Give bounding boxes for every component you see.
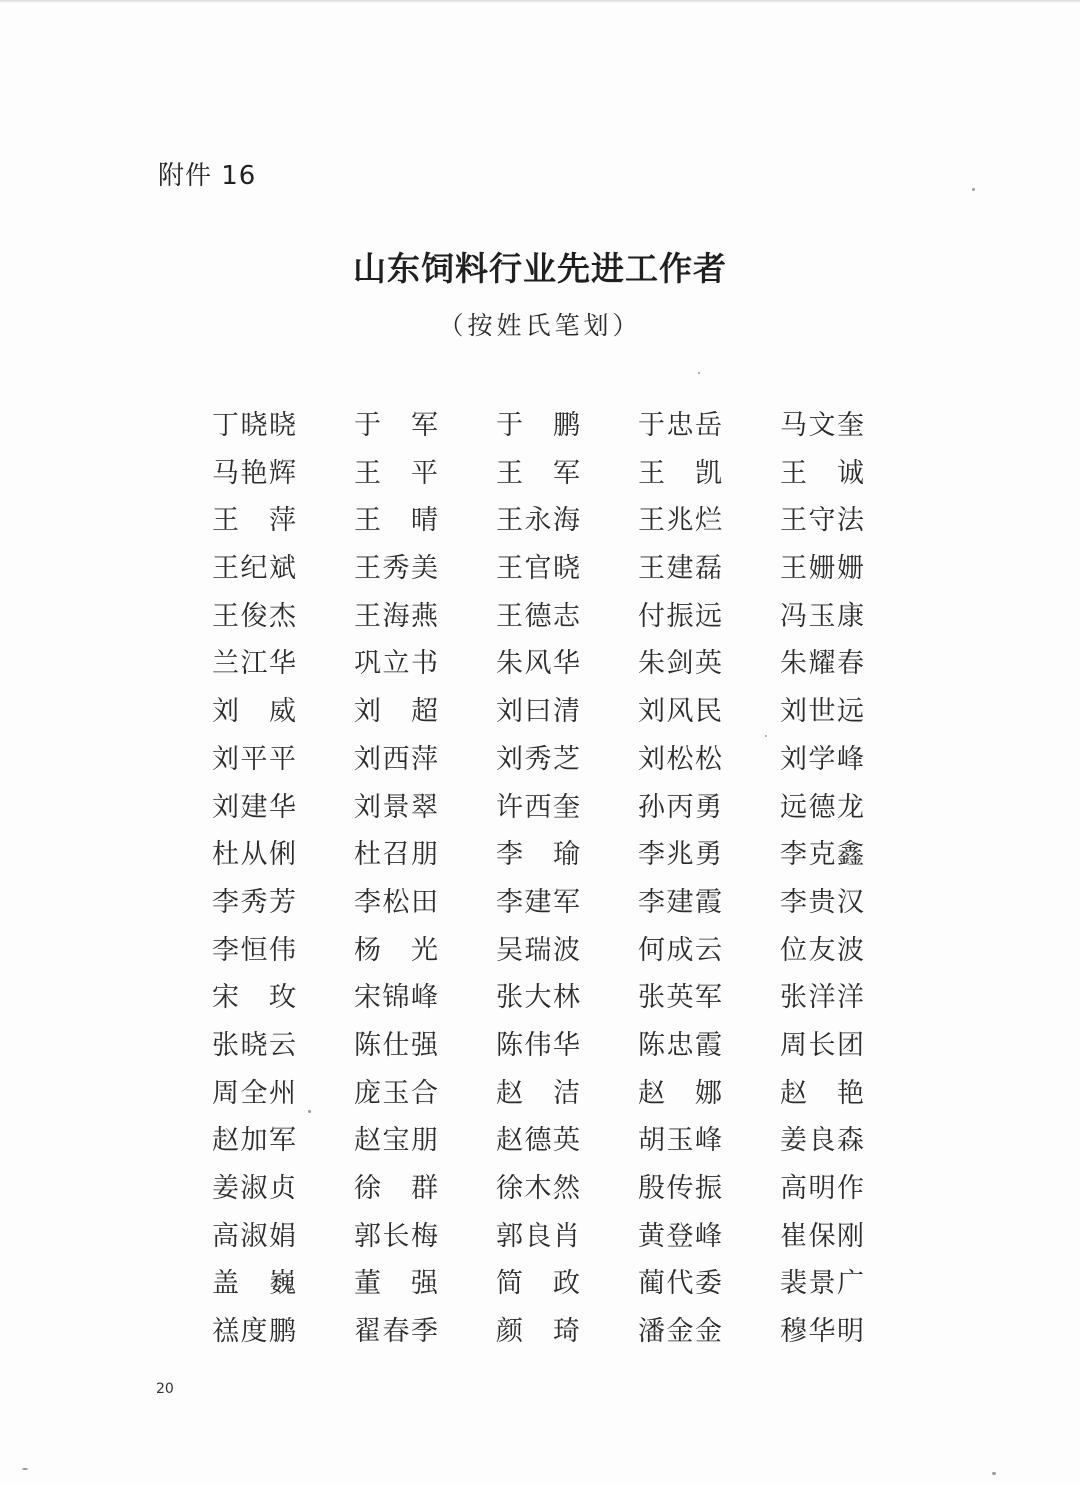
name-entry (212, 689, 296, 737)
name-entry (496, 451, 580, 499)
name-entry: 付振远 (638, 600, 724, 632)
name-char: 王 (354, 505, 381, 537)
name-entry: 穆华明 (780, 1316, 866, 1348)
name-entry: 张洋洋 (780, 982, 866, 1014)
name-char: 颜 (496, 1316, 523, 1348)
name-entry (212, 1261, 296, 1309)
name-entry: 王纪斌 (212, 553, 298, 585)
name-char: 超 (411, 696, 438, 728)
name-char: 巍 (269, 1268, 296, 1300)
name-char: 政 (553, 1268, 580, 1300)
name-entry: 李建军 (496, 886, 582, 918)
name-entry: 赵加军 (212, 1125, 298, 1157)
name-entry: 裴景广 (780, 1268, 866, 1300)
name-char: 徐 (354, 1173, 381, 1204)
name-entry: 刘平平 (212, 743, 298, 775)
name-char: 群 (411, 1173, 438, 1204)
name-entry: 郭长梅 (354, 1220, 440, 1252)
scan-top-edge (0, 0, 1080, 3)
name-entry (354, 689, 438, 737)
name-entry: 李建霞 (638, 886, 724, 918)
name-char: 玫 (269, 982, 296, 1014)
name-char: 杨 (354, 934, 381, 966)
name-entry: 巩立书 (354, 648, 440, 680)
name-entry: 王守法 (780, 505, 866, 537)
name-char: 光 (411, 934, 438, 966)
name-char: 赵 (496, 1077, 523, 1109)
name-entry: 于忠岳 (638, 410, 724, 441)
name-char: 军 (553, 457, 580, 489)
name-entry: 王姗姗 (780, 553, 866, 585)
name-entry: 庞玉合 (354, 1077, 440, 1109)
name-entry (496, 403, 580, 451)
name-entry: 郭良肖 (496, 1220, 582, 1252)
name-entry: 姜淑贞 (212, 1173, 298, 1204)
name-char: 王 (780, 457, 807, 489)
name-char: 瑜 (553, 839, 580, 871)
name-char: 萍 (269, 505, 296, 537)
name-entry: 刘建华 (212, 791, 298, 823)
name-entry: 冯玉康 (780, 600, 866, 632)
name-entry (212, 975, 296, 1023)
name-entry: 王秀美 (354, 553, 440, 585)
name-entry (212, 498, 296, 546)
name-entry: 位友波 (780, 934, 866, 966)
name-entry: 李恒伟 (212, 934, 298, 966)
name-entry: 远德龙 (780, 791, 866, 823)
name-char: 威 (269, 696, 296, 728)
name-char: 洁 (553, 1077, 580, 1109)
name-char: 刘 (354, 696, 381, 728)
scan-speck (308, 1110, 311, 1113)
name-entry: 刘秀芝 (496, 743, 582, 775)
name-entry: 马艳辉 (212, 457, 298, 489)
name-char: 强 (411, 1268, 438, 1300)
name-entry: 刘曰清 (496, 696, 582, 728)
name-entry: 宋锦峰 (354, 982, 440, 1014)
name-char: 凯 (695, 457, 722, 489)
name-entry: 赵德英 (496, 1125, 582, 1157)
name-entry: 丁晓晓 (212, 410, 298, 441)
name-entry: 李贵汉 (780, 886, 866, 918)
name-entry: 李秀芳 (212, 886, 298, 918)
name-entry: 刘松松 (638, 743, 724, 775)
name-entry: 王俊杰 (212, 600, 298, 632)
name-entry: 陈仕强 (354, 1029, 440, 1061)
name-entry (354, 451, 438, 499)
name-char: 王 (354, 457, 381, 489)
name-entry: 李克鑫 (780, 839, 866, 871)
name-char: 平 (411, 457, 438, 489)
scan-speck (765, 735, 767, 737)
name-entry (496, 1309, 580, 1357)
name-entry: 张晓云 (212, 1029, 298, 1061)
name-entry: 胡玉峰 (638, 1125, 724, 1157)
name-entry: 兰江华 (212, 648, 298, 680)
name-char: 于 (496, 410, 523, 441)
document-title: 山东饲料行业先进工作者 (353, 249, 727, 288)
name-entry: 刘学峰 (780, 743, 866, 775)
name-char: 于 (354, 410, 381, 441)
name-char: 娜 (695, 1077, 722, 1109)
name-entry: 何成云 (638, 934, 724, 966)
name-entry: 朱耀春 (780, 648, 866, 680)
name-entry: 翟春季 (354, 1316, 440, 1348)
name-entry (496, 1261, 580, 1309)
name-char: 赵 (638, 1077, 665, 1109)
name-entry (354, 1261, 438, 1309)
name-char: 盖 (212, 1268, 239, 1300)
name-entry: 陈伟华 (496, 1029, 582, 1061)
name-char: 宋 (212, 982, 239, 1014)
name-entry (354, 1166, 438, 1214)
name-entry: 徐木然 (496, 1173, 582, 1204)
name-entry: 孙丙勇 (638, 791, 724, 823)
name-char: 简 (496, 1268, 523, 1300)
name-entry: 殷传振 (638, 1173, 724, 1204)
name-char: 诚 (837, 457, 864, 489)
name-entry: 赵宝朋 (354, 1125, 440, 1157)
name-entry: 杜从俐 (212, 839, 298, 871)
name-char: 王 (496, 457, 523, 489)
name-entry: 王永海 (496, 505, 582, 537)
name-entry (496, 832, 580, 880)
name-char: 王 (638, 457, 665, 489)
name-entry: 朱剑英 (638, 648, 724, 680)
page-number: 20 (156, 1381, 174, 1397)
scan-speck (992, 1472, 996, 1475)
attachment-label: 附件 16 (158, 161, 257, 191)
name-entry: 黄登峰 (638, 1220, 724, 1252)
name-entry: 王官晓 (496, 553, 582, 585)
name-entry: 王海燕 (354, 600, 440, 632)
scan-speck (698, 372, 700, 374)
name-entry: 刘景翠 (354, 791, 440, 823)
name-entry (638, 451, 722, 499)
name-entry: 杜召朋 (354, 839, 440, 871)
name-entry: 许西奎 (496, 791, 582, 823)
name-entry: 王德志 (496, 600, 582, 632)
name-entry (354, 403, 438, 451)
name-entry: 马文奎 (780, 410, 866, 441)
name-entry (780, 451, 864, 499)
name-char: 李 (496, 839, 523, 871)
name-entry: 高明作 (780, 1173, 866, 1204)
name-char: 董 (354, 1268, 381, 1300)
name-entry (354, 498, 438, 546)
name-entry: 陈忠霞 (638, 1029, 724, 1061)
name-entry: 周全州 (212, 1077, 298, 1109)
name-entry (780, 1071, 864, 1119)
name-list (212, 403, 892, 1357)
name-char: 王 (212, 505, 239, 537)
document-subtitle: （按姓氏笔划） (438, 311, 642, 340)
name-entry: 高淑娟 (212, 1220, 298, 1252)
name-entry: 刘风民 (638, 696, 724, 728)
name-entry: 王建磊 (638, 553, 724, 585)
name-entry: 崔保刚 (780, 1220, 866, 1252)
scan-speck (972, 188, 975, 191)
name-char: 赵 (780, 1077, 807, 1109)
name-entry: 刘西萍 (354, 743, 440, 775)
name-entry (354, 928, 438, 976)
name-entry: 张大林 (496, 982, 582, 1014)
name-char: 琦 (553, 1316, 580, 1348)
name-entry: 姜良森 (780, 1125, 866, 1157)
name-entry: 蔺代委 (638, 1268, 724, 1300)
scan-speck (22, 1468, 28, 1470)
name-entry: 朱风华 (496, 648, 582, 680)
name-char: 晴 (411, 505, 438, 537)
name-entry: 禚度鹏 (212, 1316, 298, 1348)
name-char: 军 (411, 410, 438, 441)
name-entry: 吴瑞波 (496, 934, 582, 966)
name-entry: 刘世远 (780, 696, 866, 728)
name-entry: 张英军 (638, 982, 724, 1014)
name-entry: 潘金金 (638, 1316, 724, 1348)
name-char: 艳 (837, 1077, 864, 1109)
name-char: 刘 (212, 696, 239, 728)
name-entry: 李兆勇 (638, 839, 724, 871)
name-entry (496, 1071, 580, 1119)
name-entry (638, 1071, 722, 1119)
name-entry: 李松田 (354, 886, 440, 918)
name-char: 鹏 (553, 410, 580, 441)
name-entry: 周长团 (780, 1029, 866, 1061)
name-entry: 王兆烂 (638, 505, 724, 537)
